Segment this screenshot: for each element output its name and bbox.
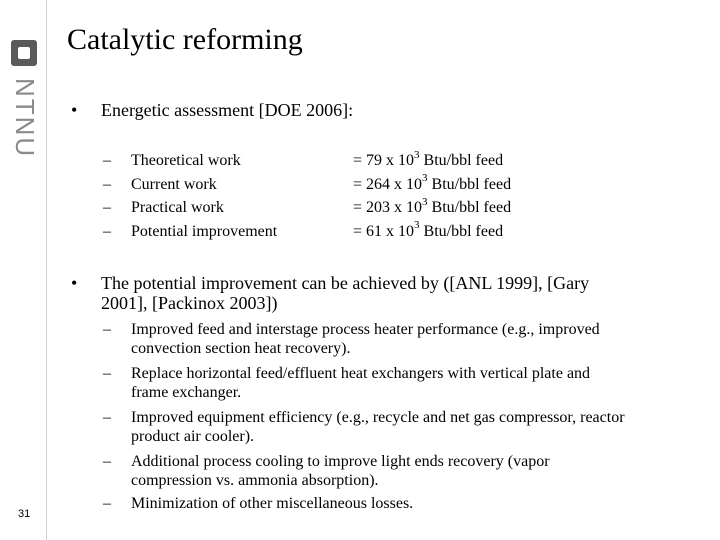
slide-content [46,0,720,540]
improvement-item-equipment: Improved equipment efficiency (e.g., recycle and net gas compressor, reactor [131,409,625,426]
practical-work-value: = 203 x $10^3$ Btu/bbl feed [353,195,512,216]
dash-marker: – [103,199,111,216]
ntnu-logo-icon [11,40,37,66]
potential-improvement-value: = 61 x $10^3$ Btu/bbl feed [353,219,504,240]
bullet-potential-improvement-line1: The potential improvement can be achieved by ([ANL 1999], [Gary [101,273,590,293]
dash-marker: – [103,365,111,382]
dash-marker: – [103,321,111,338]
improvement-item-cooling: Additional process cooling to improve light ends recovery (vapor [131,453,550,470]
improvement-item-cooling-cont: compression vs. ammonia absorption). [131,472,379,489]
dash-marker: – [103,409,111,426]
practical-work-label: Practical work [131,199,224,216]
dash-marker: – [103,222,111,240]
theoretical-work-value: = 79 x $10^3$ Btu/bbl feed [353,148,504,169]
dash-marker: – [103,152,111,169]
theoretical-work-label: Theoretical work [131,152,241,169]
improvement-item-heater: Improved feed and interstage process heater performance (e.g., improved [131,321,600,338]
dash-marker: – [103,495,111,512]
page-number: 31 [18,508,31,520]
dash-marker: – [103,453,111,470]
improvement-item-equipment-cont: product air cooler). [131,428,255,445]
bullet-potential-improvement-line2: 2001], [Packinox 2003]) [101,293,278,313]
sidebar [0,0,46,540]
bullet-energetic-assessment: Energetic assessment [DOE 2006]: [101,100,354,120]
slide-title: Catalytic reforming [67,23,303,56]
improvement-item-exchanger-cont: frame exchanger. [131,384,242,401]
current-work-label: Current work [131,175,217,193]
current-work-value: = 264 x $10^3$ Btu/bbl feed [353,172,512,193]
ntnu-logo-text: NTNU [10,78,40,159]
improvement-item-heater-cont: convection section heat recovery). [131,340,351,357]
improvement-item-losses: Minimization of other miscellaneous losses. [131,495,414,512]
dash-marker: – [103,175,111,193]
improvement-item-exchanger: Replace horizontal feed/effluent heat exchangers with vertical plate and [131,365,591,382]
bullet-marker: • [71,273,78,293]
potential-improvement-label: Potential improvement [131,222,278,240]
bullet-marker: • [71,100,78,120]
